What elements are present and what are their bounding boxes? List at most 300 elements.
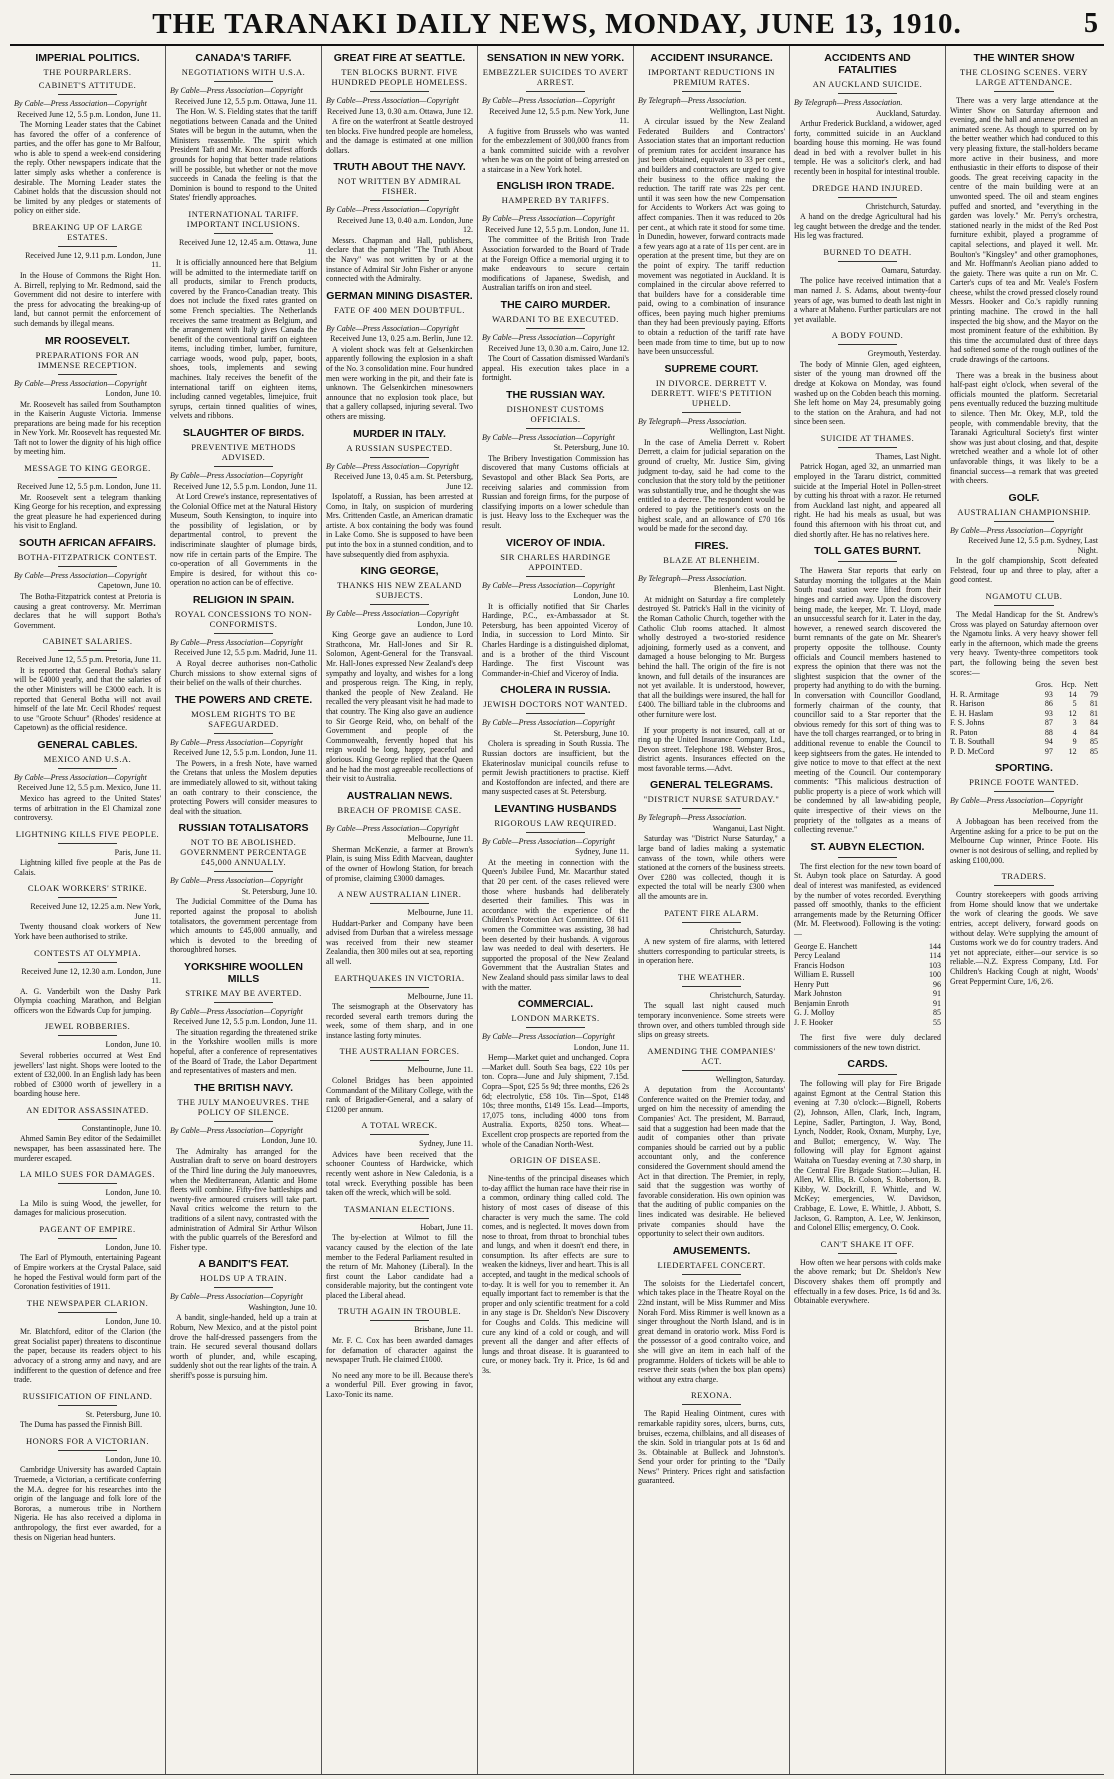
election-row	[794, 999, 941, 1009]
article-subheading: LA MILO SUES FOR DAMAGES.	[19, 1169, 156, 1180]
article-body: At midnight on Saturday a fire completely destroyed St. Patrick's Hall in the vicinity of the Roman Catholic Church, together with the Catholic Club rooms attached. It almost wholly destroyed a two-storied residence adjoining, formerly used as a convent, and damaged a house belonging to Mr. Burgess behind the hall. The origin of the fire is not known, and full details of the insurances are not yet available. It is understood, however, that all the buildings were insured, the hall for £400. The billiard table in the clubrooms and other furniture were lost.	[638, 594, 785, 719]
article-subheading: NOT TO BE ABOLISHED. GOVERNMENT PERCENTAGE £45,000 ANNUALLY.	[180, 837, 307, 868]
article-subheading: PATENT FIRE ALARM.	[664, 907, 759, 918]
article-body: The soloists for the Liedertafel concert, which takes place in the Theatre Royal on the 22nd instant, will be Miss Rummer and Miss Norah Ford. Miss Rimmer is well known as a singer throughout the North Island, and is in great demand in oratorio work. Miss Ford is the possessor of a good contralto voice, and she will give an item in each half of the programme. Holders of tickets will be able to reserve their seats (when the box plan opens) without any extra charge.	[638, 1278, 785, 1384]
divider-rule	[214, 466, 273, 467]
article-body: In the House of Commons the Right Hon. A. Birrell, replying to Mr. Redmond, said the Government did not desire to interfere with the press for advocating the breaking-up of land, but cannot permit the enforcement of such demands by illegal means.	[14, 270, 161, 328]
article-body: A bandit, single-handed, held up a train at Roburn, New Mexico, and at the pistol point drove the half-dressed passengers from the train. He secured several thousand dollars worth of plunder, and, while escaping, suddenly shot out the rear lights of the train. A sheriff's posse is pursuing him.	[170, 1313, 317, 1380]
article-body: The Powers, in a fresh Note, have warned the Cretans that unless the Moslem deputies are immediately allowed to sit, without taking an oath contrary to their conscience, the protecting Powers will consider measures to deal with the situation.	[170, 758, 317, 816]
candidate-votes: 103	[929, 960, 941, 970]
divider-rule	[838, 93, 897, 94]
player-gross: 93	[1044, 689, 1053, 699]
article-subheading: DISHONEST CUSTOMS OFFICIALS.	[506, 403, 605, 424]
article-body: The police have received intimation that a man named J. S. Adams, about twenty-four years of age, was burned to death last night in a whare at Maheno. Further particulars are not yet available.	[794, 276, 941, 324]
article-body: Messrs. Chapman and Hall, publishers, declare that the pamphlet "The Truth About the Navy" was not written by or at the instance of Admiral Sir John Fisher or anyone connected with the Admiralty.	[326, 235, 473, 284]
article-dateline: Received June 12, 5.5 p.m. Ottawa, June 11.	[174, 96, 317, 106]
article-body: If your property is not insured, call at or ring up the United Insurance Company, Ltd., Devon street. Telephone 198. Webster Bros., district agents. Insurances effected on the most favorable terms.—Advt.	[638, 725, 785, 773]
article	[14, 463, 161, 531]
article	[482, 180, 629, 293]
article-subheading: A RUSSIAN SUSPECTED.	[346, 442, 453, 453]
article-subheading: AN EDITOR ASSASSINATED.	[26, 1104, 149, 1115]
player-name: R. Harison	[950, 699, 985, 709]
article-headline: LEVANTING HUSBANDS	[494, 802, 617, 815]
article-subheading: THE JULY MANOEUVRES. THE POLICY OF SILENCE.	[177, 1096, 310, 1117]
article-subheading: BOTHA-FITZPATRICK CONTEST.	[17, 551, 158, 562]
news-column	[10, 46, 166, 1774]
article	[14, 1298, 161, 1385]
article	[14, 1105, 161, 1163]
article-subheading: THE WEATHER.	[677, 971, 746, 982]
article-headline: ACCIDENT INSURANCE.	[650, 52, 773, 64]
divider-rule	[58, 566, 117, 567]
article-byline: By Cable—Press Association—Copyright	[482, 96, 615, 105]
article-subheading: SUICIDE AT THAMES.	[820, 432, 915, 443]
article-dateline: London, June 10.	[105, 1040, 161, 1050]
article-body: The body of Minnie Glen, aged eighteen, sister of the young man drowned off the dredge at Kokowa on Monday, was found washed up on the Cobden beach this morning. She left home on May 24, presumably going to the station on the Arahura, and had not since been seen.	[794, 359, 941, 427]
divider-rule	[838, 1253, 897, 1254]
article	[794, 433, 941, 539]
article-body: The first five were duly declared commissioners of the new town district.	[794, 1033, 941, 1052]
article-dateline: Greymouth, Yesterday.	[867, 349, 941, 359]
article-headline: ENGLISH IRON TRADE.	[496, 180, 615, 193]
candidate-name: George E. Hanchett	[794, 941, 858, 951]
divider-rule	[682, 1404, 741, 1405]
divider-rule	[370, 1134, 429, 1135]
article-dateline: Wellington, Last Night.	[709, 427, 785, 437]
article-body: No need any more to be ill. Because there's a wonderful Pill. Ever growing in favor, Laxo-Tonic its name.	[326, 1370, 473, 1399]
article	[638, 52, 785, 357]
news-column	[322, 46, 478, 1774]
divider-rule	[58, 768, 117, 769]
article-body: The following will play for Fire Brigade against Egmont at the Central Station this evening at 7.30 o'clock:—Bignell, Roberts (2), Johnson, Allen, Clark, Inch, Ingram, Lepine, Sadler, Partington, J. Way, Bond, Lynch, Nodder, Rook, Oxnam, Murphy, Lye, and Bullot; emergency, W. Way. The following will play for Egmont against Waitaha on Tuesday evening at 7.30 sharp, in the Central Fire Brigade Station:—Julian, H. Allen, W. Ellis, B. Colson, S. Robertson, B. Kibby, W. Dockrill, F. Whittle, and W. McKey; emergencies, W. Davidson, Crabbage, E. Lowe, E. Whittle, J. Abbott, S. Jackson, G. Rampton, A. Lee, W. Jenkinson, and Colonel Ellis; emergency, O. Cook.	[794, 1079, 941, 1233]
golf-row	[950, 718, 1098, 728]
article-subheading: NEGOTIATIONS WITH U.S.A.	[181, 67, 306, 77]
divider-rule	[526, 428, 585, 429]
article-headline: THE POWERS AND CRETE.	[174, 693, 313, 706]
article-subheading: PREPARATIONS FOR AN IMMENSE RECEPTION.	[35, 349, 140, 370]
article-body: A circular issued by the New Zealand Federated Builders and Contractors' Association states that an important reduction of premium rates for accident insurance has just been obtained, equivalent to 33 per cent., and builders and contractors are urged to give their business to the office making the reduction. The tariff rate was 22s per cent. until it was seen how the new Compensation for Accidents to Workers Act was going to affect companies. Then it was reduced to 20s per cent., at which rate it stood for some time. In Dunedin, however, forward contracts made a few years ago at a rate of 11s per cent. are in operation at the present time, but they are on the point of expiry. The tariff reduction movement was negotiated in Auckland. It is complained in the circular above referred to that builders have for a considerable time paid, owing to a combination of insurance offices, been paying much higher premiums than they had been previously paying. Efforts to obtain a reduction of the tariff rate have been made from time to time, but up to now have been unsuccessful.	[638, 117, 785, 357]
article-byline: By Cable—Press Association—Copyright	[482, 718, 615, 728]
article-byline: By Telegraph—Press Association.	[638, 96, 747, 105]
article-dateline: Christchurch, Saturday.	[865, 201, 941, 211]
article	[794, 1239, 941, 1306]
article-subheading: BLAZE AT BLENHEIM.	[663, 554, 760, 565]
article	[170, 822, 317, 955]
article	[794, 52, 941, 177]
article-body: It is officially notified that Sir Charles Hardinge, P.C., ex-Ambassador at St. Petersburg, has been appointed Viceroy of India, in succession to Lord Minto. Sir Charles Hardinge is a distinguished diplomat, and is a brother of the third Viscount Hardinge. The first Viscount was Commander-in-Chief and Viceroy of India.	[482, 601, 629, 678]
article-byline: By Cable—Press Association—Copyright	[170, 86, 303, 95]
article-subheading: REXONA.	[690, 1390, 733, 1401]
article-subheading: JEWEL ROBBERIES.	[44, 1021, 131, 1032]
article-dateline: Capetown, June 10.	[97, 581, 161, 591]
article	[950, 591, 1098, 756]
player-nett: 85	[1090, 737, 1098, 747]
article-dateline: Received June 12, 5.5 p.m. New York, June 11.	[489, 106, 629, 125]
divider-rule	[214, 81, 273, 82]
news-column	[634, 46, 790, 1774]
article	[326, 290, 473, 422]
article-body: There was a break in the business about half-past eight o'clock, when several of the officials mounted the platform. Secretarial pens eventually reduced the buzzing multitude to silence. Then Mr. Okey, M.P., told the people, with commendable brevity, that the Taranaki Agricultural Society's first winter show was just about closing, and that, despite wretched weather and a whole lot of other unfavorable things, it was likely to be a financial success—a remark that was greeted with cheers.	[950, 370, 1098, 486]
article-body: Ahmed Samin Bey editor of the Sedaimillet newspaper, has been assassinated here. The murderer escaped.	[14, 1134, 161, 1163]
article-subheading: TEN BLOCKS BURNT. FIVE HUNDRED PEOPLE HOMELESS.	[331, 67, 468, 87]
divider-rule	[838, 857, 897, 858]
article-body: A Jobbagoan has been received from the Argentine asking for a price to be put on the Melbourne Cup winner, Prince Foote. His owner is not desirous of selling, and replied by asking £100,000.	[950, 817, 1098, 865]
article-body: The Judicial Committee of the Duma has reported against the proposal to abolish totalisators, the government percentage from which amounts to £45,000 annually, and which is devoted to the breeding of thoroughbred horses.	[170, 897, 317, 955]
article-byline: By Telegraph—Press Association.	[638, 813, 747, 823]
article-body: It is reported that General Botha's salary will be £4000 yearly, and that the salaries of the other Ministers will be £3000 each. It is reported that General Botha will not avail himself of the late Mr. Cecil Rhodes' request to use "Groote Schuur" (Rhodes' residence at Capetown) as the official residence.	[14, 665, 161, 733]
article-headline: RUSSIAN TOTALISATORS	[178, 822, 309, 835]
divider-rule	[838, 261, 897, 262]
article-subheading: A TOTAL WRECK.	[361, 1120, 438, 1131]
article-headline: A BANDIT'S FEAT.	[198, 1258, 289, 1271]
article-body: Advices have been received that the schooner Countess of Hardwicke, which recently went ashore in New Caledonia, is a total wreck. Everything possible has been taken off the wreck, which will be sold.	[326, 1149, 473, 1198]
divider-rule	[214, 871, 273, 872]
article-subheading: INTERNATIONAL TARIFF. IMPORTANT INCLUSIONS.	[186, 208, 301, 229]
article-subheading: PAGEANT OF EMPIRE.	[39, 1223, 136, 1234]
article	[170, 52, 317, 203]
candidate-name: G. J. Molloy	[794, 1008, 835, 1018]
article-subheading: FATE OF 400 MEN DOUBTFUL.	[334, 304, 465, 315]
article-headline: THE BRITISH NAVY.	[194, 1081, 293, 1094]
article-dateline: Received June 13, 0.30 a.m. Cairo, June 12.	[488, 343, 629, 353]
article-body: Ispolatoff, a Russian, has been arrested at Como, in Italy, on suspicion of murdering Mrs. Crittenden Castle, an American dramatic artiste. A box containing the body was found in Lake Como. She is supposed to have been put into the box in a stunned condition, and to have subsequently died from asphyxia.	[326, 492, 473, 559]
divider-rule	[682, 1274, 741, 1275]
article-headline: SLAUGHTER OF BIRDS.	[182, 427, 305, 440]
article-subheading: A NEW AUSTRALIAN LINER.	[337, 889, 462, 900]
article-subheading: IN DIVORCE. DERRETT V. DERRETT. WIFE'S PETITION UPHELD.	[650, 377, 773, 408]
divider-rule	[370, 319, 429, 320]
article	[14, 222, 161, 329]
article-body: How often we hear persons with colds make the above remark; but Dr. Sheldon's New Discovery shakes them off promptly and effectually in a few doses. Price, 1s 6d and 3s. Obtainable everywhere.	[794, 1257, 941, 1306]
divider-rule	[682, 412, 741, 413]
article	[638, 972, 785, 1040]
player-nett: 79	[1090, 689, 1098, 699]
article	[170, 961, 317, 1076]
divider-rule	[682, 91, 741, 92]
article-body: A new system of fire alarms, with lettered shutters corresponding to particular streets, is in operation here.	[638, 937, 785, 966]
article-subheading: EARTHQUAKES IN VICTORIA.	[334, 972, 465, 983]
divider-rule	[58, 843, 117, 844]
article-body: Hemp—Market quiet and unchanged. Copra—Market dull. South Sea bags, £22 10s per ton. Copra—June and July shipment, 7.15d. Copra—Spot, £25 5s 9d; three months, £26 2s 6d; electrolytic, £58 10s. Tin—Spot, £148 10s; three months, £149 15s. Lead—Imports, 17,075 tons, including 4000 tons from Australia. Exports, 8250 tons. Wheat—Excellent crop prospects are reported from the whole of the Canadian North-West.	[482, 1053, 629, 1149]
candidate-name: Henry Putt	[794, 979, 829, 989]
article-subheading: SIR CHARLES HARDINGE APPOINTED.	[500, 551, 611, 572]
player-handicap: 14	[1068, 689, 1077, 699]
article-headline: MURDER IN ITALY.	[353, 427, 446, 440]
divider-rule	[682, 808, 741, 809]
article-byline: By Telegraph—Press Association.	[638, 416, 747, 426]
divider-rule	[526, 91, 585, 92]
article-subheading: HONORS FOR A VICTORIAN.	[25, 1435, 150, 1446]
election-row	[794, 961, 941, 971]
candidate-name: Benjamin Enroth	[794, 998, 849, 1008]
divider-rule	[526, 1027, 585, 1028]
article-dateline: London, June 10.	[105, 1316, 161, 1326]
article-subheading: NOT WRITTEN BY ADMIRAL FISHER.	[337, 176, 462, 197]
article-dateline: Received June 12, 5.5 p.m. London, June 11.	[173, 1017, 317, 1027]
divider-rule	[994, 605, 1053, 606]
article-subheading: PRINCE FOOTE WANTED.	[969, 777, 1079, 788]
article-dateline: St. Petersburg, June 10.	[553, 443, 629, 453]
divider-rule	[370, 604, 429, 605]
article-subheading: THE CLOSING SCENES. VERY LARGE ATTENDANCE.	[959, 67, 1089, 87]
article-headline: IMPERIAL POLITICS.	[35, 52, 140, 64]
news-column	[166, 46, 322, 1774]
article	[638, 1046, 785, 1239]
divider-rule	[58, 246, 117, 247]
article-subheading: PREVENTIVE METHODS ADVISED.	[191, 442, 296, 463]
player-gross: 88	[1044, 727, 1053, 737]
article	[482, 684, 629, 797]
article-subheading: MEXICO AND U.S.A.	[43, 753, 132, 764]
article-headline: VICEROY OF INDIA.	[506, 536, 605, 549]
article-body: Twenty thousand cloak workers of New York have been authorised to strike.	[14, 922, 161, 942]
divider-rule	[214, 1002, 273, 1003]
article	[326, 889, 473, 966]
article-headline: THE WINTER SHOW	[973, 52, 1075, 64]
article-dateline: Received June 12, 5.5 p.m. London, June 11.	[485, 224, 629, 234]
candidate-votes: 91	[933, 989, 941, 999]
news-column	[790, 46, 946, 1774]
divider-rule	[526, 832, 585, 833]
article-headline: FIRES.	[694, 539, 729, 552]
article-body: A hand on the dredge Agricultural had his leg caught between the dredge and the tender. His leg was fractured.	[794, 212, 941, 241]
candidate-votes: 144	[929, 941, 941, 951]
divider-rule	[838, 344, 897, 345]
article-body: Cambridge University has awarded Captain Truemede, a Victorian, a certificate conferring the M.A. degree for his researches into the origin of the language and folk lore of the Bororas, a numerous tribe in Northern Nigeria. He has also received a diploma in anthropology, the first ever awarded, for a thesis on Nigerian head hunters.	[14, 1465, 161, 1542]
divider-rule	[58, 1238, 117, 1239]
article-subheading: "DISTRICT NURSE SATURDAY."	[643, 794, 780, 805]
article-headline: GREAT FIRE AT SEATTLE.	[333, 52, 466, 64]
article-dateline: London, June 10.	[261, 1136, 317, 1146]
article-dateline: Received June 12, 12.25 a.m. New York, June 11.	[30, 902, 161, 921]
article	[326, 1371, 473, 1400]
player-gross: 86	[1044, 699, 1053, 709]
golf-header-cell: Nett	[1084, 680, 1098, 690]
player-nett: 84	[1090, 727, 1098, 737]
player-nett: 81	[1090, 699, 1098, 709]
article-subheading: ROYAL CONCESSIONS TO NON-CONFORMISTS.	[174, 608, 313, 629]
article-body: Patrick Hogan, aged 32, an unmarried man employed in the Tararu district, committed suicide at the Imperial Hotel in Pollen-street by cutting his throat with a razor. He returned from Auckland last night, and appeared all right. He had his meals as usual, but was found this afternoon with his throat cut, and died shortly after. He has no relatives here.	[794, 462, 941, 539]
article-byline: By Cable—Press Association—Copyright	[170, 737, 303, 747]
article-subheading: TRUTH AGAIN IN TROUBLE.	[337, 1306, 462, 1317]
article	[14, 739, 161, 823]
article-body: The seismograph at the Observatory has recorded several earth tremors during the week, some of them sharp, and in one instance lasting forty minutes.	[326, 1002, 473, 1040]
article-dateline: Oamaru, Saturday.	[881, 265, 941, 275]
article-subheading: STRIKE MAY BE AVERTED.	[185, 987, 302, 998]
player-handicap: 4	[1072, 727, 1077, 737]
article-body: The Morning Leader states that the Cabinet has favored the offer of a conference of parties, and the offer has gone to Mr Balfour, who is able to spend a week-end considering the reply. Other newspapers indicate that the latter simply asks whether a conference is desirable. The Morning Leader states the Cabinet holds that the discussion should not be limited by any pledges or statements of policy on either side.	[14, 120, 161, 216]
article	[794, 545, 941, 835]
article	[794, 247, 941, 324]
article-byline: By Cable—Press Association—Copyright	[482, 580, 615, 590]
divider-rule	[370, 1060, 429, 1061]
article	[950, 762, 1098, 865]
divider-rule	[214, 633, 273, 634]
golf-header-cell: Gros.	[1035, 680, 1053, 690]
article	[482, 998, 629, 1149]
article-subheading: CAN'T SHAKE IT OFF.	[820, 1238, 915, 1249]
article	[170, 1082, 317, 1253]
article-dateline: St. Petersburg, June 10.	[553, 728, 629, 738]
article-subheading: CABINET SALARIES.	[42, 636, 133, 647]
article-subheading: RUSSIFICATION OF FINLAND.	[22, 1390, 153, 1401]
article-body: The Duma has passed the Finnish Bill.	[20, 1420, 143, 1430]
article	[14, 829, 161, 878]
article-headline: RELIGION IN SPAIN.	[192, 593, 295, 606]
article-dateline: Received June 12, 12.45 a.m. Ottawa, June 11.	[179, 237, 317, 257]
article-headline: CANADA'S TARIFF.	[195, 52, 292, 64]
article-byline: By Cable—Press Association—Copyright	[170, 1292, 303, 1302]
article-dateline: Sydney, June 11.	[419, 1139, 473, 1149]
article-dateline: Hobart, June 11.	[420, 1222, 473, 1232]
masthead	[10, 6, 1104, 46]
article	[482, 537, 629, 679]
article-byline: By Cable—Press Association—Copyright	[14, 570, 147, 580]
article-byline: By Cable—Press Association—Copyright	[14, 99, 147, 108]
divider-rule	[214, 1121, 273, 1122]
divider-rule	[526, 576, 585, 577]
divider-rule	[58, 1035, 117, 1036]
article-subheading: TASMANIAN ELECTIONS.	[344, 1203, 455, 1214]
article-dateline: Melbourne, June 11.	[407, 991, 473, 1001]
election-row	[794, 989, 941, 999]
article-subheading: MOSLEM RIGHTS TO BE SAFEGUARDED.	[191, 708, 296, 729]
article-body: The committee of the British Iron Trade Association forwarded to the Board of Trade at the Foreign Office a memorial urging it to make endeavours to secure certain modifications of Japanese, Swedish, and Australian tariffs on iron and steel.	[482, 235, 629, 293]
article-headline: THE RUSSIAN WAY.	[506, 388, 605, 401]
article-dateline: Auckland, Saturday.	[875, 108, 941, 118]
article-body: Several robberies occurred at West End jewellers' last night. Shops were looted to the extent of £32,000. In an English lady has been robbed of £3000 worth of jewellery in a boarding house here.	[14, 1050, 161, 1099]
article-dateline: Received June 12, 5.5 p.m. Mexico, June 11.	[17, 783, 161, 793]
article-headline: SENSATION IN NEW YORK.	[486, 52, 625, 64]
article-body: The Admiralty has arranged for the Australian draft to serve on board destroyers of the Third line during the July manoeuvres, when the Mediterranean, Atlantic and Home fleets will combine. Fifty-five battleships and twenty-five armoured cruisers will take part. Naval critics welcome the return to the traditions of a silent navy, contrasted with the administration of Admiral Sir Arthur Wilson with the public quarrels of the Beresford and Fisher type.	[170, 1146, 317, 1252]
article	[950, 871, 1098, 986]
divider-rule	[370, 1218, 429, 1219]
divider-rule	[370, 987, 429, 988]
article-body: Lightning killed five people at the Pas de Calais.	[14, 858, 161, 877]
article-body: Arthur Frederick Buckland, a widower, aged forty, committed suicide in an Auckland boarding house this morning. He was found dead in bed with a revolver bullet in his temple. He was a solicitor's clerk, and had recently been in hospital for intestinal trouble.	[794, 119, 942, 176]
article-body: Mr. Blatchford, editor of the Clarion (the great Socialist paper) threatens to discontinue the paper, because its readers object to his advocacy of a strong army and navy, and are indifferent to the question of defence and free trade.	[14, 1327, 161, 1385]
page-number: 5	[1084, 8, 1098, 39]
article-byline: By Telegraph—Press Association.	[638, 573, 747, 583]
article-dateline: Received June 13, 0.30 a.m. Ottawa, June 12.	[327, 106, 473, 116]
article-headline: AMUSEMENTS.	[672, 1244, 751, 1257]
golf-row	[950, 690, 1098, 700]
article-body: At Lord Crewe's instance, representatives of the Colonial Office met at the Natural History Museum, South Kensington, to inquire into the possibility of legislation, or by departmental control, to prevent the indiscriminate slaughter of plumage birds, now rife in certain parts of the Empire. The co-operation of all Governments in the Empire is desired, for without this co-operation no action can be of effective.	[170, 492, 317, 588]
article-byline: By Cable—Press Association—Copyright	[326, 323, 459, 333]
election-row	[794, 1008, 941, 1018]
article-subheading: NGAMOTU CLUB.	[985, 591, 1063, 602]
article-subheading: JEWISH DOCTORS NOT WANTED.	[483, 699, 628, 710]
article	[950, 371, 1098, 486]
article-subheading: THANKS HIS NEW ZEALAND SUBJECTS.	[337, 580, 462, 601]
election-row	[794, 1018, 941, 1028]
article	[14, 636, 161, 733]
divider-rule	[58, 1183, 117, 1184]
divider-rule	[370, 1320, 429, 1321]
player-name: T. B. Southall	[950, 737, 995, 747]
article-subheading: BREACH OF PROMISE CASE.	[337, 804, 462, 815]
article-subheading: THE NEWSPAPER CLARION.	[26, 1297, 149, 1308]
article-subheading: AN AUCKLAND SUICIDE.	[812, 79, 923, 89]
article-body: A deputation from the Accountants' Conference waited on the Premier today, and urged on him the necessity of amending the Companies' Act. The president, M. Barraud, said that a suggestion had been made that the audit of companies other than private companies should be carried out by a public accountant only, and the conference considered the Government should amend the Act in that direction. The Premier, in reply, said that the suggestion was worthy of favorable consideration. His own opinion was that the auditing of public companies on the lines indicated was desirable. He believed private companies should have the opportunity to select their own auditors.	[638, 1085, 785, 1239]
article-body: It is officially announced here that Belgium will be admitted to the intermediate tariff on all products, similar to French products, covered by the Franco-Canadian treaty. This does not include the fixed rates granted on some French specialties. The Netherlands receives the same treatment as Belgium, and the arrangement with Italy gives Canada the benefit of the conventional tariff on eighteen items, including timber, lumber, furniture, carriage woods, wood pulp, paper, boots, shoes, tools, implements and sewing machines. Italy receives the benefit of the international tariff on eighteen items, including canned vegetables, limejuice, fruit syrups, certain tinned qualities of wines, velvets and ribbons.	[170, 257, 317, 421]
article	[794, 1033, 941, 1052]
article-body: La Milo is suing Wood, the jeweller, for damages for malicious prosecution.	[14, 1198, 161, 1218]
candidate-votes: 114	[929, 951, 941, 961]
article-byline: By Cable—Press Association—Copyright	[14, 772, 147, 782]
article-subheading: BREAKING UP OF LARGE ESTATES.	[32, 221, 143, 242]
article-dateline: Received June 12, 9.11 p.m. London, June 11.	[25, 250, 161, 270]
article-body: Mr. F. C. Cox has been awarded damages for defamation of character against the newspaper Truth. He claimed £1000.	[326, 1335, 473, 1365]
article-dateline: Thames, Last Night.	[875, 451, 941, 461]
article	[14, 1436, 161, 1542]
article-body: The Earl of Plymouth, entertaining Pageant of Empire workers at the Crystal Palace, said he hoped the Festival would form part of the Coronation festivities of 1911.	[14, 1253, 161, 1292]
article-subheading: IMPORTANT REDUCTIONS IN PREMIUM RATES.	[648, 67, 775, 87]
article-body: Country storekeepers with goods arriving from Home should know that we undertake the work of clearing the goods. We save entries, accept delivery, forward goods on without delay. We're supplying the amount of Customs work we do for country traders. And yet not appreciate, either—our service is so reliable.—N.Z. Express Company, Ltd. For Children's Hacking Cough at night, Woods' Great Peppermint Cure, 1/6, 2/6.	[950, 890, 1098, 986]
article-byline: By Cable—Press Association—Copyright	[326, 96, 459, 105]
divider-rule	[682, 1070, 741, 1071]
article-headline: GERMAN MINING DISASTER.	[326, 289, 473, 302]
player-name: H. R. Armitage	[950, 689, 999, 699]
article-dateline: London, June 10.	[105, 1242, 161, 1252]
article-subheading: HAMPERED BY TARIFFS.	[501, 195, 610, 206]
divider-rule	[214, 733, 273, 734]
article-headline: KING GEORGE,	[360, 565, 439, 578]
divider-rule	[682, 986, 741, 987]
article-body: The Rapid Healing Ointment, cures with remarkable rapidity sores, ulcers, burns, cuts, bruises, eczema, chilblains, and all diseases of the skin. Sold in triangular pots at 1s 6d and 3s. Obtainable at Bulleck and Johnston's. Send your order for printing to the "Daily News" Printery. Prices right and satisfaction guaranteed.	[638, 1409, 785, 1486]
article-dateline: Sydney, June 11.	[575, 847, 629, 857]
article	[326, 565, 473, 784]
article	[326, 1120, 473, 1197]
player-handicap: 3	[1072, 718, 1077, 728]
article-subheading: BURNED TO DEATH.	[823, 246, 912, 257]
article-subheading: THE POURPARLERS.	[43, 67, 132, 77]
article-body: The Botha-Fitzpatrick contest at Pretoria is causing a great controversy. Mr. Merriman declares that he will support Botha's Government.	[14, 591, 161, 630]
article-body: The Hon. W. S. Fielding states that the tariff negotiations between Canada and the United States will be begun in the autumn, when the Ministers reassemble. The spirit which President Taft and Mr. Knox manifest affords grounds for hoping that better trade relations will be possible, but whether or not the move succeeds in Canada the feeling is that the Dominion is bound to respond to the United States' friendly approaches.	[170, 107, 317, 203]
candidate-votes: 91	[933, 998, 941, 1008]
article-body: Huddart-Parker and Company have been advised from Durban that a wireless message was received from their new steamer Zealandia, then 300 miles out at sea, reporting all well.	[326, 918, 473, 966]
divider-rule	[58, 650, 117, 651]
article-headline: CHOLERA IN RUSSIA.	[500, 684, 611, 697]
article-dateline: Received June 12, 12.30 a.m. London, June 11.	[21, 966, 161, 986]
article-body: A fire on the waterfront at Seattle destroyed ten blocks. Five hundred people are homeless, and the damage is estimated at one million dollars.	[326, 117, 473, 155]
divider-rule	[58, 1119, 117, 1120]
article	[326, 52, 473, 155]
article	[638, 908, 785, 966]
article-subheading: TRADERS.	[1001, 871, 1047, 882]
article	[638, 363, 785, 534]
candidate-votes: 96	[933, 979, 941, 989]
article	[170, 1258, 317, 1380]
player-handicap: 12	[1068, 746, 1077, 756]
article-subheading: A BODY FOUND.	[831, 330, 904, 341]
article-body: Saturday was "District Nurse Saturday," a large band of ladies making a systematic canvass of the town, while others were stationed at the corners of the business streets. Over £280 was collected, though it is expected the total will be nearly £300 when all the amounts are in.	[638, 834, 785, 902]
article-dateline: Melbourne, June 11.	[407, 834, 473, 844]
article-dateline: Melbourne, June 11.	[407, 908, 473, 918]
article-byline: By Cable—Press Association—Copyright	[950, 525, 1083, 535]
divider-rule	[682, 922, 741, 923]
article-body: There was a very large attendance at the Winter Show on Saturday afternoon and evening, and the hall and annexe presented an animated scene. As though to spurred on by the better weather which had conduced to this very pleasing fixture, the stall-holders became more active in their business, and more enthusiastic in their efforts to dispose of their goods. The great receiving capacity in the centre of the main building were at an unwonted speed. The oil and steam engines puffed and snorted, and "everything in the garden was lovely." Mr. Perry's orchestra, stationed nearly in the midst of the Red Post furniture exhibit, played a programme of capital selections, and played it well. Mr. Boulton's "Kingsley" and other gramophones, and Mr. Hoffmann's Aeolian piano added to the gaiety. There was quite a run on Mr. C. Carter's cups of tea and Mr. Veale's Fosfern cheese, whilst the crowd pressed closely round Messrs. Hooker and Co.'s rapidly running printing machine. The crowd in the hall inspected the big show, and the Mayor on the most prominent feature of the exhibition. By this time the accumulated dust of three days had softened some of the rough outlines of the crude drawings of the cartoons.	[950, 96, 1098, 365]
article-body: A. G. Vanderbilt won the Dashy Park Olympia coaching Marathon, and Belgian officers won the Edwards Cup for jumping.	[14, 986, 161, 1015]
article-byline: By Cable—Press Association—Copyright	[326, 205, 459, 215]
article-subheading: MESSAGE TO KING GEORGE.	[24, 463, 151, 474]
article-body: King George gave an audience to Lord Strathcona, Mr. Hall-Jones and Sir R. Solomon, Agent-General for the Transvaal. Mr. Hall-Jones expressed New Zealand's deep sympathy and loyalty, and wishes for a long and prosperous reign. The King, in reply, thanked the people of New Zealand. He recalled the very pleasant visit he had made to that country. The King also gave an audience to Sir George Reid, who, on behalf of the Government and people of the Commonwealth, fervently hoped that his reign would be long, happy, peaceful and glorious. King George replied that the Queen and he had the most agreeable recollections of their visit to Australia.	[326, 630, 473, 784]
article	[482, 52, 629, 174]
article-headline: THE CAIRO MURDER.	[500, 299, 611, 312]
article-body: In the case of Amelia Derrett v. Robert Derrett, a claim for judicial separation on the ground of cruelty, Mr. Justice Sim, giving judgment to-day, said he had come to the conclusion that the story told by the petitioner was substantially true, and he thought she was entitled to a decree. The respondent would be ordered to pay the petitioner's costs on the highest scale, and an allowance of £70 16s would be made for the second day.	[638, 437, 785, 534]
article-dateline: London, June 11.	[573, 1042, 629, 1052]
article	[14, 1391, 161, 1430]
